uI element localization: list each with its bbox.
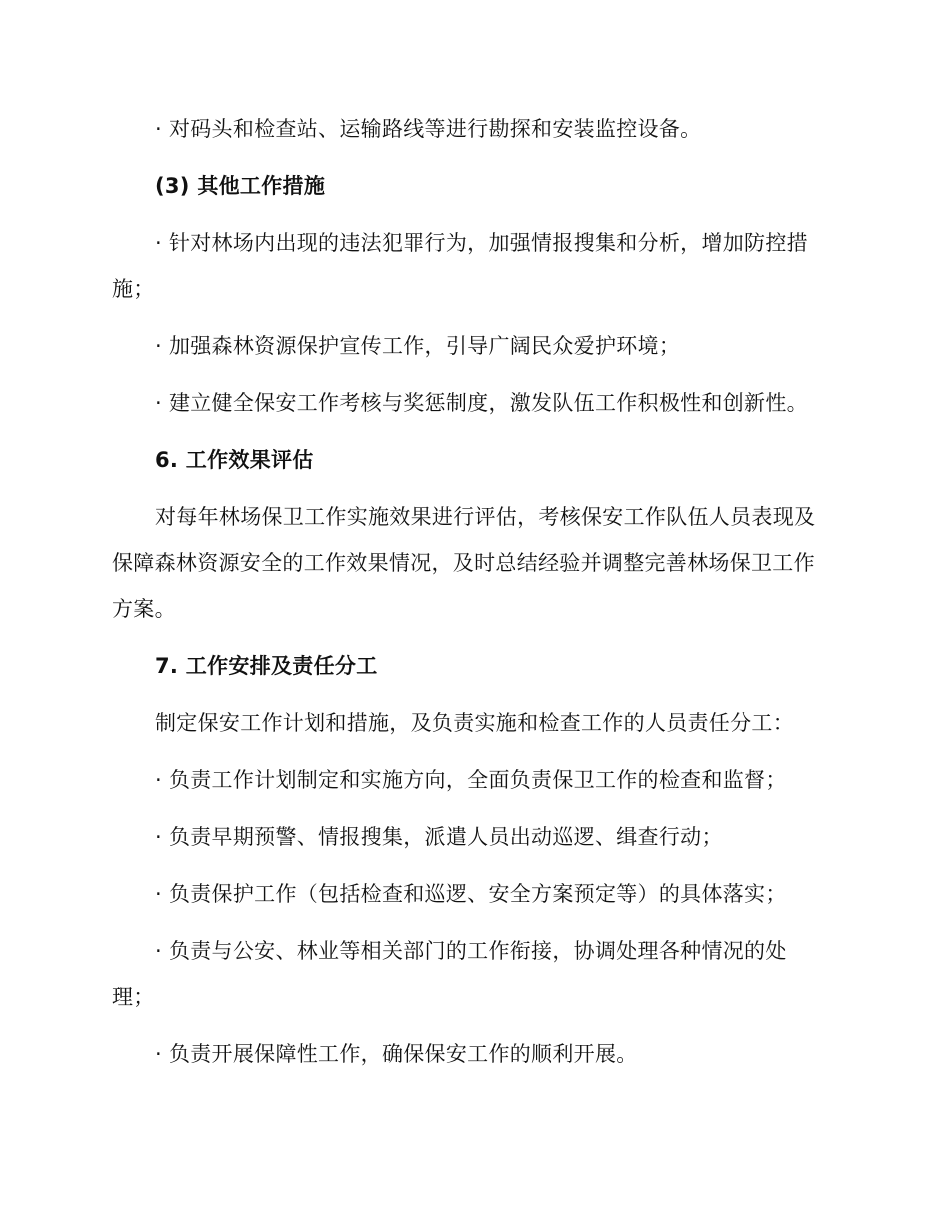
bullet-item: · 负责早期预警、情报搜集，派遣人员出动巡逻、缉查行动；	[155, 825, 723, 849]
bullet-item: · 加强森林资源保护宣传工作，引导广阔民众爱护环境；	[155, 334, 681, 358]
paragraph-line: 保障森林资源安全的工作效果情况，及时总结经验并调整完善林场保卫工作	[112, 551, 815, 575]
bullet-item: · 针对林场内出现的违法犯罪行为，加强情报搜集和分析，增加防控措	[155, 231, 808, 255]
bullet-item: · 负责与公安、林业等相关部门的工作衔接，协调处理各种情况的处	[155, 939, 787, 963]
bullet-item-continuation: 理；	[112, 985, 155, 1009]
bullet-item: · 负责保护工作（包括检查和巡逻、安全方案预定等）的具体落实；	[155, 882, 787, 906]
paragraph-line: 方案。	[112, 597, 176, 621]
section-heading: 7. 工作安排及责任分工	[155, 654, 378, 678]
bullet-item-continuation: 施；	[112, 277, 155, 301]
bullet-item: · 建立健全保安工作考核与奖惩制度，激发队伍工作积极性和创新性。	[155, 391, 808, 415]
paragraph-line: 制定保安工作计划和措施，及负责实施和检查工作的人员责任分工：	[155, 711, 794, 735]
bullet-item: · 对码头和检查站、运输路线等进行勘探和安装监控设备。	[155, 117, 702, 141]
section-heading: 6. 工作效果评估	[155, 448, 314, 472]
bullet-item: · 负责开展保障性工作，确保保安工作的顺利开展。	[155, 1042, 638, 1066]
paragraph-line: 对每年林场保卫工作实施效果进行评估，考核保安工作队伍人员表现及	[155, 505, 816, 529]
bullet-item: · 负责工作计划制定和实施方向，全面负责保卫工作的检查和监督；	[155, 768, 787, 792]
section-heading: (3) 其他工作措施	[155, 174, 326, 198]
